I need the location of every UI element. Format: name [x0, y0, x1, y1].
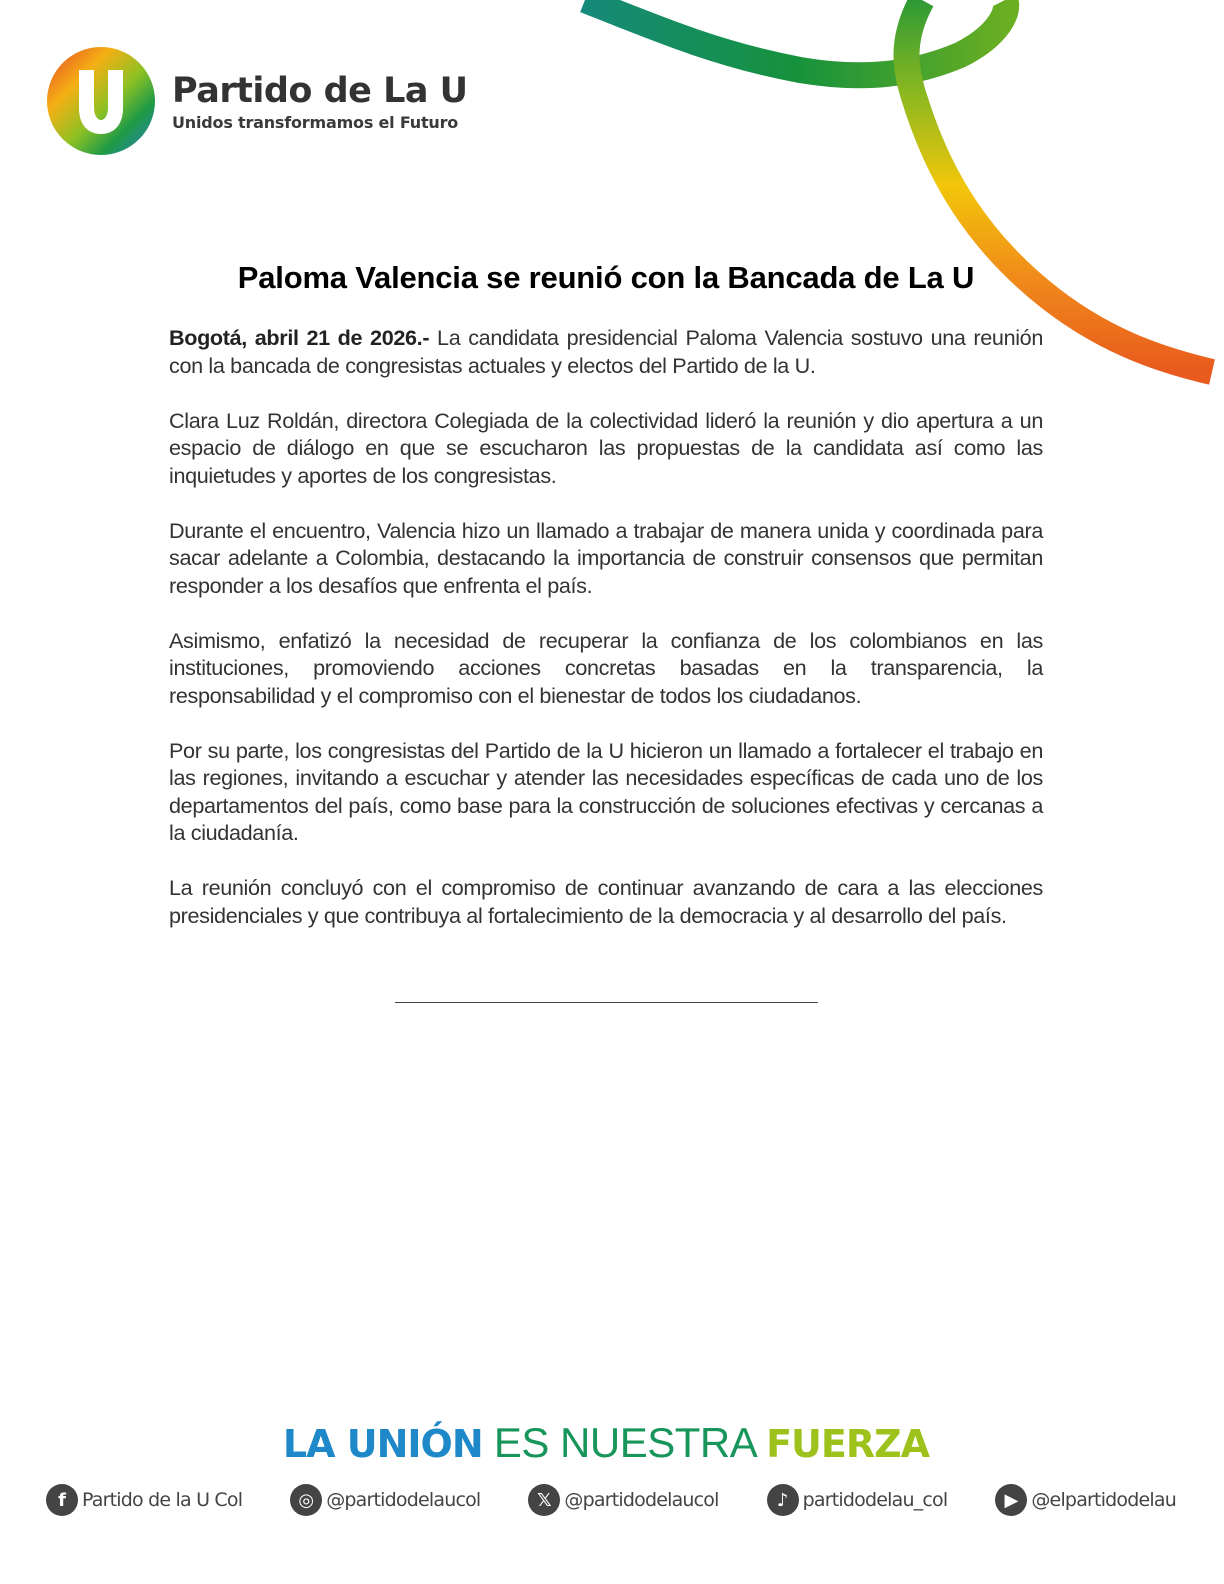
- social-tiktok[interactable]: ♪ partidodelau_col: [767, 1484, 948, 1516]
- press-release-title: Paloma Valencia se reunió con la Bancada de La U: [237, 260, 975, 295]
- social-youtube[interactable]: ▶ @elpartidodelau: [995, 1484, 1176, 1516]
- party-name: Partido de La U: [172, 70, 468, 111]
- paragraph-6: La reunión concluyó con el compromiso de continuar avanzando de cara a las elecciones presidenciales y que contribuya al fortalecimiento de la democracia y al desarrollo del país.: [169, 875, 1043, 928]
- paragraph-4: Asimismo, enfatizó la necesidad de recuperar la confianza de los colombianos en las instituciones, promoviendo acciones concretas basadas en la transparencia, la responsabilidad y el compromiso con el bienestar de todos los ciudadanos.: [169, 627, 1043, 708]
- paragraph-5: Por su parte, los congresistas del Partido de la U hicieron un llamado a fortalecer el trabajo en las regiones, invitando a escuchar y atender las necesidades específicas de cada uno de los departamentos del país, como base para la construcción de soluciones efectivas y cercanas a la ciudadanía.: [169, 737, 1043, 845]
- youtube-icon: ▶: [995, 1484, 1027, 1516]
- u-logo-icon: [46, 46, 156, 156]
- dateline: Bogotá, abril 21 de 2026.-: [169, 325, 430, 350]
- social-facebook[interactable]: f Partido de la U Col: [46, 1484, 242, 1516]
- press-release-body: [169, 324, 1043, 957]
- tiktok-icon: ♪: [767, 1484, 799, 1516]
- instagram-icon: ◎: [290, 1484, 322, 1516]
- social-instagram[interactable]: ◎ @partidodelaucol: [290, 1484, 480, 1516]
- paragraph-2: Clara Luz Roldán, directora Colegiada de la colectividad lideró la reunión y dio apertura a un espacio de diálogo en que se escucharon las propuestas de la candidata así como las inquietudes y aportes de los congresistas.: [169, 407, 1043, 488]
- footer-slogan: LA UNIÓN ES NUESTRA FUERZA: [282, 1419, 930, 1466]
- party-tagline: Unidos transformamos el Futuro: [172, 112, 459, 132]
- party-logo: [46, 46, 468, 156]
- x-icon: 𝕏: [528, 1484, 560, 1516]
- paragraph-3: Durante el encuentro, Valencia hizo un llamado a trabajar de manera unida y coordinada para sacar adelante a Colombia, destacando la importancia de construir consensos que permitan responder a los desafíos que enfrenta el país.: [169, 517, 1043, 598]
- facebook-icon: f: [46, 1484, 78, 1516]
- closing-divider: [395, 1002, 818, 1003]
- paragraph-1: Bogotá, abril 21 de 2026.- La candidata presidencial Paloma Valencia sostuvo una reunión con la bancada de congresistas actuales y electos del Partido de la U.: [169, 325, 1043, 378]
- social-x[interactable]: 𝕏 @partidodelaucol: [528, 1484, 718, 1516]
- social-links: [46, 1484, 1176, 1516]
